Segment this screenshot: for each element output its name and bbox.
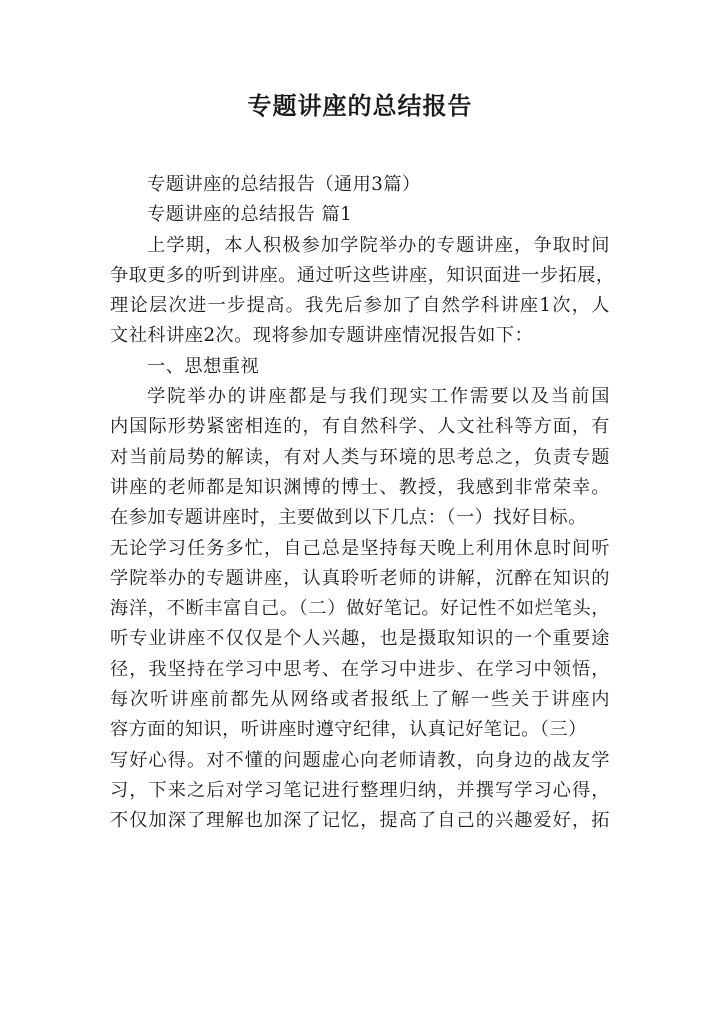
text-line: 写好心得。对不懂的问题虚心向老师请教，向身边的战友学 [110, 749, 610, 771]
text-line: 学院举办的专题讲座，认真聆听老师的讲解，沉醉在知识的 [110, 567, 610, 589]
text-line: 容方面的知识，听讲座时遵守纪律，认真记好笔记。（三） [110, 719, 587, 741]
text-line: 学院举办的讲座都是与我们现实工作需要以及当前国 [147, 386, 610, 408]
text-line: 争取更多的听到讲座。通过听这些讲座，知识面进一步拓展， [110, 264, 615, 286]
text-line: 海洋，不断丰富自己。（二）做好笔记。好记性不如烂笔头， [110, 598, 610, 620]
text-line: 习，下来之后对学习笔记进行整理归纳，并撰写学习心得， [110, 779, 610, 801]
text-line: 在参加专题讲座时，主要做到以下几点：（一）找好目标。 [110, 507, 587, 529]
text-line: 听专业讲座不仅仅是个人兴趣，也是摄取知识的一个重要途 [110, 628, 610, 650]
text-line: 内国际形势紧密相连的，有自然科学、人文社科等方面，有 [110, 416, 610, 438]
text-line: 专题讲座的总结报告（通用3篇） [147, 174, 421, 195]
text-line: 不仅加深了理解也加深了记忆，提高了自己的兴趣爱好，拓 [110, 810, 610, 832]
document-title: 专题讲座的总结报告 [247, 92, 473, 120]
text-line: 径，我坚持在学习中思考、在学习中进步、在学习中领悟， [110, 658, 610, 680]
text-line: 每次听讲座前都先从网络或者报纸上了解一些关于讲座内 [110, 689, 610, 711]
text-line: 理论层次进一步提高。我先后参加了自然学科讲座1次，人 [110, 295, 610, 317]
document-body [110, 170, 615, 837]
text-line: 无论学习任务多忙，自己总是坚持每天晚上利用休息时间听 [110, 537, 610, 559]
text-line: 一、思想重视 [147, 355, 260, 377]
text-line: 文社科讲座2次。现将参加专题讲座情况报告如下： [110, 325, 534, 347]
text-line: 专题讲座的总结报告 篇1 [147, 204, 353, 226]
text-line: 讲座的老师都是知识渊博的博士、教授，我感到非常荣幸。 [110, 476, 610, 498]
text-line: 上学期，本人积极参加学院举办的专题讲座，争取时间 [147, 234, 610, 256]
text-line: 对当前局势的解读，有对人类与环境的思考总之，负责专题 [110, 446, 610, 468]
